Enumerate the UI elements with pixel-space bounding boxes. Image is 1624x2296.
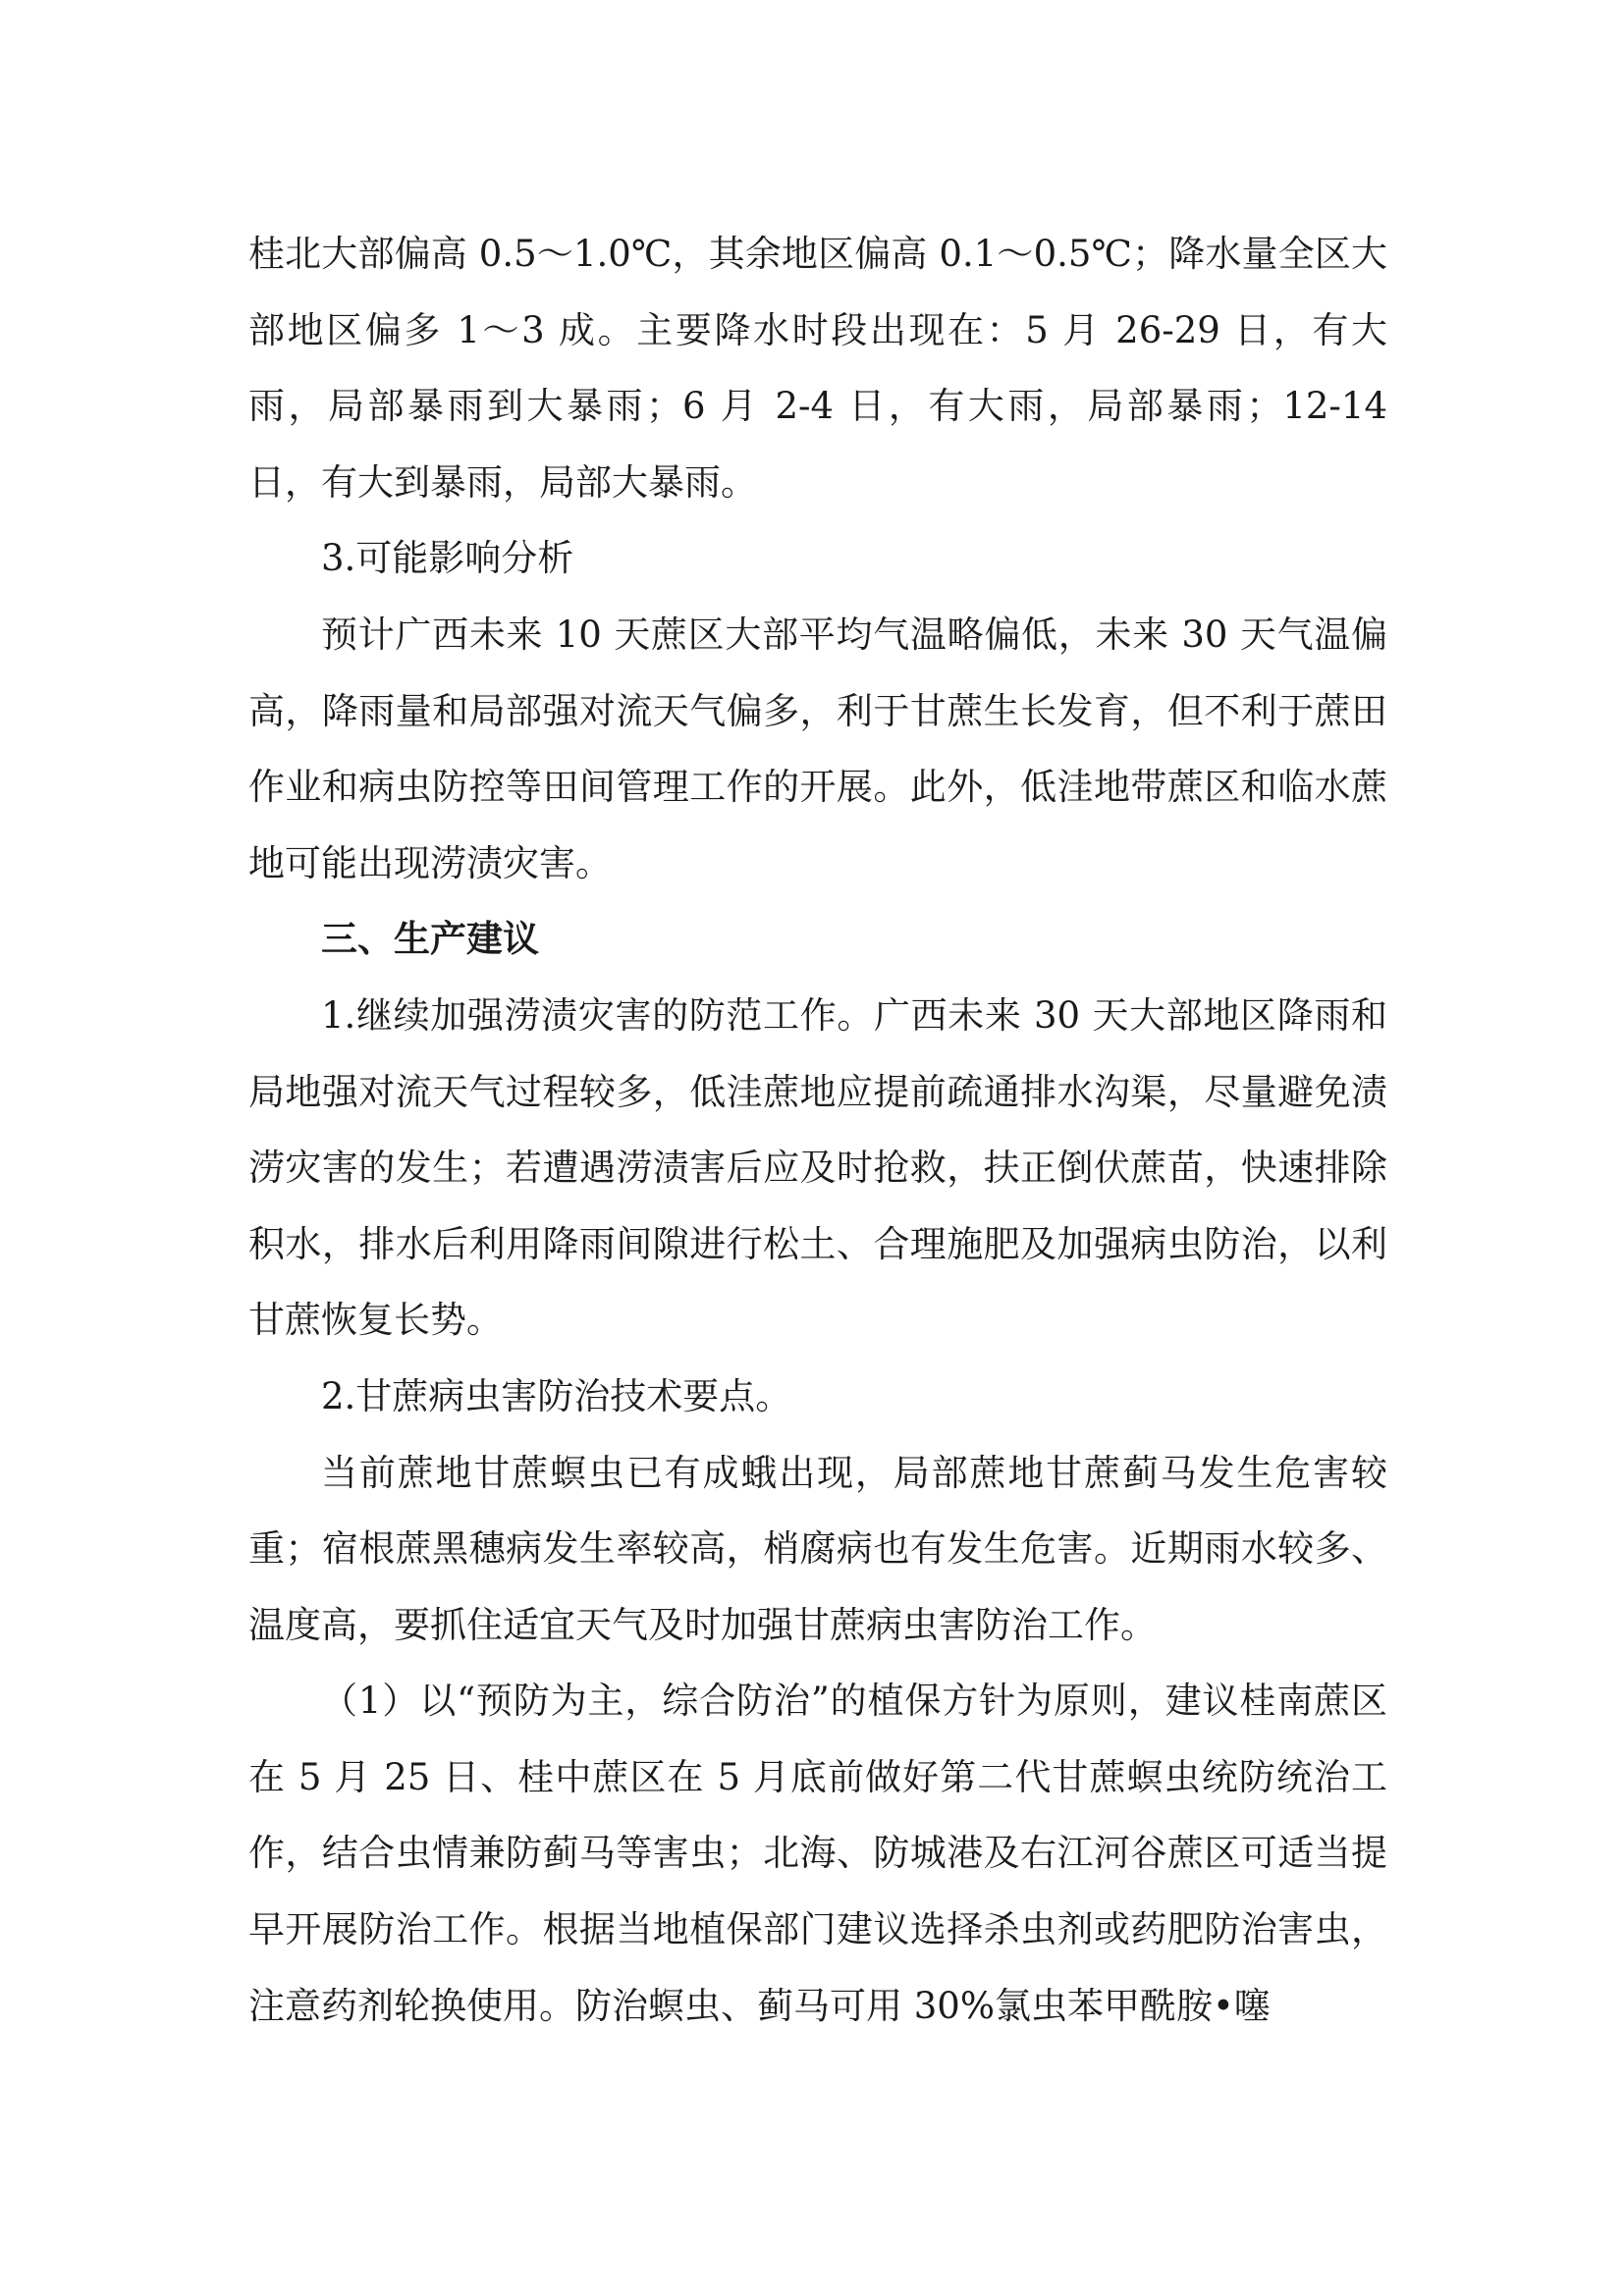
paragraph-impact-analysis-title: 3.可能影响分析 xyxy=(321,537,574,580)
paragraph-pest-status: 当前蔗地甘蔗螟虫已有成蛾出现，局部蔗地甘蔗蓟马发生危害较重；宿根蔗黑穗病发生率较高，梢腐病也有发生危害。近期雨水较多、温度高，要抓住适宜天气及时加强甘蔗病虫害防治工作。 xyxy=(248,1451,1387,1646)
paragraph-pest-control-title: 2.甘蔗病虫害防治技术要点。 xyxy=(321,1374,792,1417)
paragraph-pest-control-measures: （1）以“预防为主，综合防治”的植保方针为原则，建议桂南蔗区在 5 月 25 日、桂中蔗区在 5 月底前做好第二代甘蔗螟虫统防统治工作，结合虫情兼防蓟马等害虫；北海、防城港及右江河谷蔗区可适当提早开展防治工作。根据当地植保部门建议选择杀虫剂或药肥防治害虫，注意药剂轮换使用。防治螟虫、蓟马可用 30%氯虫苯甲酰胺•噻 xyxy=(248,1680,1387,2027)
section-heading-production-advice: 三、生产建议 xyxy=(321,918,539,961)
paragraph-impact-analysis: 预计广西未来 10 天蔗区大部平均气温略偏低，未来 30 天气温偏高，降雨量和局部强对流天气偏多，利于甘蔗生长发育，但不利于蔗田作业和病虫防控等田间管理工作的开展。此外，低洼地带蔗区和临水蔗地可能出现涝渍灾害。 xyxy=(248,613,1387,884)
paragraph-waterlogging-prevention: 1.继续加强涝渍灾害的防范工作。广西未来 30 天大部地区降雨和局地强对流天气过程较多，低洼蔗地应提前疏通排水沟渠，尽量避免渍涝灾害的发生；若遭遇涝渍害后应及时抢救，扶正倒伏蔗苗，快速排除积水，排水后利用降雨间隙进行松土、合理施肥及加强病虫防治，以利甘蔗恢复长势。 xyxy=(248,993,1387,1342)
paragraph-temperature-precipitation: 桂北大部偏高 0.5～1.0℃，其余地区偏高 0.1～0.5℃；降水量全区大部地区偏多 1～3 成。主要降水时段出现在：5 月 26-29 日，有大雨，局部暴雨到大暴雨；6 月 2-4 日，有大雨，局部暴雨；12-14 日，有大到暴雨，局部大暴雨。 xyxy=(248,233,1399,504)
document-page xyxy=(248,216,1399,2044)
